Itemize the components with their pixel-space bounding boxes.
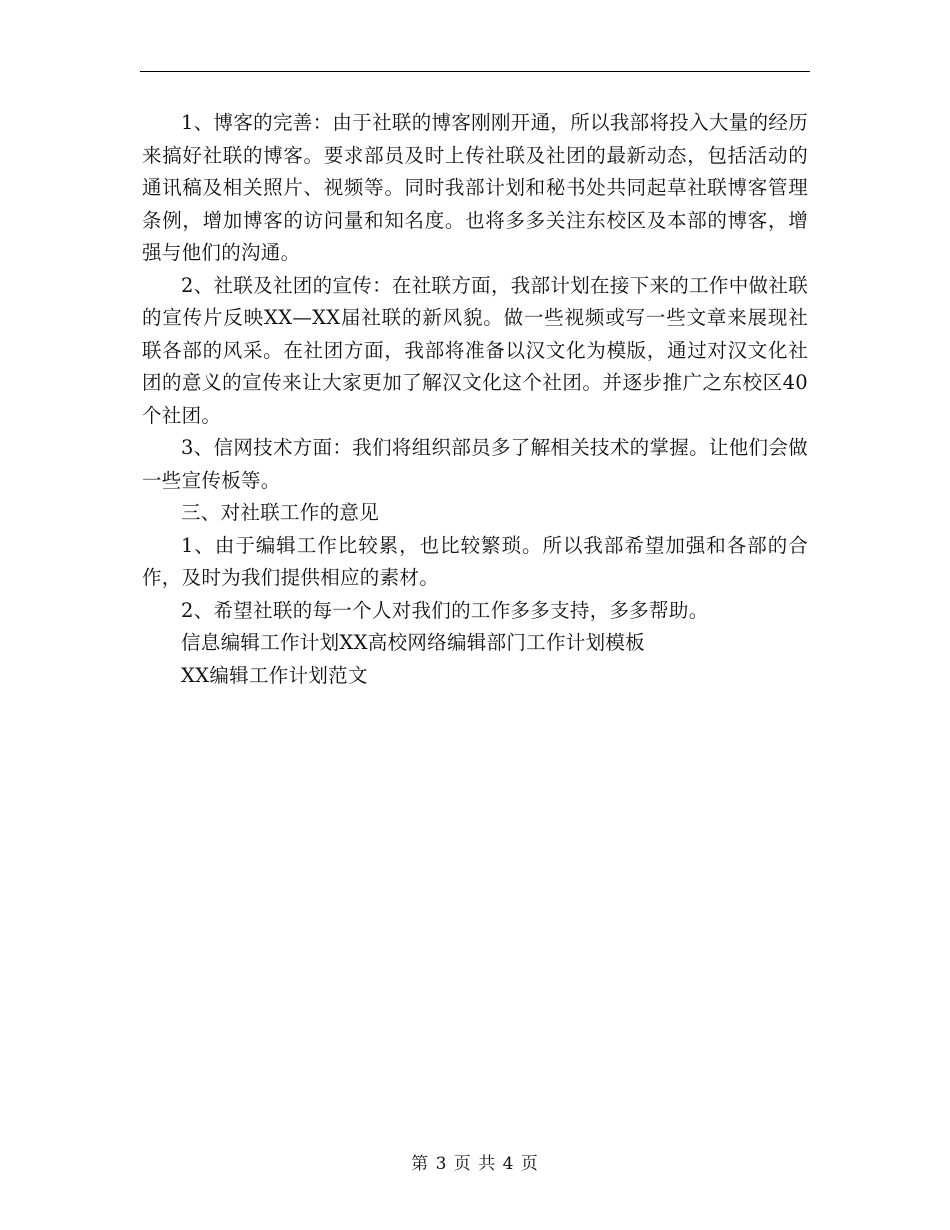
footer-suffix: 页 (520, 1154, 539, 1174)
paragraph-support: 2、希望社联的每一个人对我们的工作多多支持，多多帮助。 (181, 598, 709, 622)
related-link-plan-sample: XX编辑工作计划范文 (181, 663, 368, 687)
footer-total-pages: 4 (502, 1154, 515, 1174)
page-footer (0, 1152, 950, 1176)
document-body (142, 107, 808, 692)
header-rule (140, 71, 810, 72)
paragraph-publicity: 2、社联及社团的宣传：在社联方面，我部计划在接下来的工作中做社联的宣传片反映XX—XX届社联的新风貌。做一些视频或写一些文章来展现社联各部的风采。在社团方面，我部将准备以汉文化为模版，通过对汉文化社团的意义的宣传来让大家更加了解汉文化这个社团。并逐步推广之东校区40个社团。 (142, 273, 808, 427)
footer-middle: 页 共 (453, 1154, 497, 1174)
footer-prefix: 第 (411, 1154, 430, 1174)
paragraph-blog: 1、博客的完善：由于社联的博客刚刚开通，所以我部将投入大量的经历来搞好社联的博客。要求部员及时上传社联及社团的最新动态，包括活动的通讯稿及相关照片、视频等。同时我部计划和秘书处共同起草社联博客管理条例，增加博客的访问量和知名度。也将多多关注东校区及本部的博客，增强与他们的沟通。 (142, 111, 808, 264)
related-link-plan-template: 信息编辑工作计划XX高校网络编辑部门工作计划模板 (181, 631, 645, 654)
paragraph-cooperation: 1、由于编辑工作比较累，也比较繁琐。所以我部希望加强和各部的合作，及时为我们提供相应的素材。 (142, 533, 808, 589)
paragraph-tech: 3、信网技术方面：我们将组织部员多了解相关技术的掌握。让他们会做一些宣传板等。 (142, 436, 808, 492)
footer-current-page: 3 (435, 1154, 448, 1174)
section-heading-opinions: 三、对社联工作的意见 (181, 501, 380, 524)
